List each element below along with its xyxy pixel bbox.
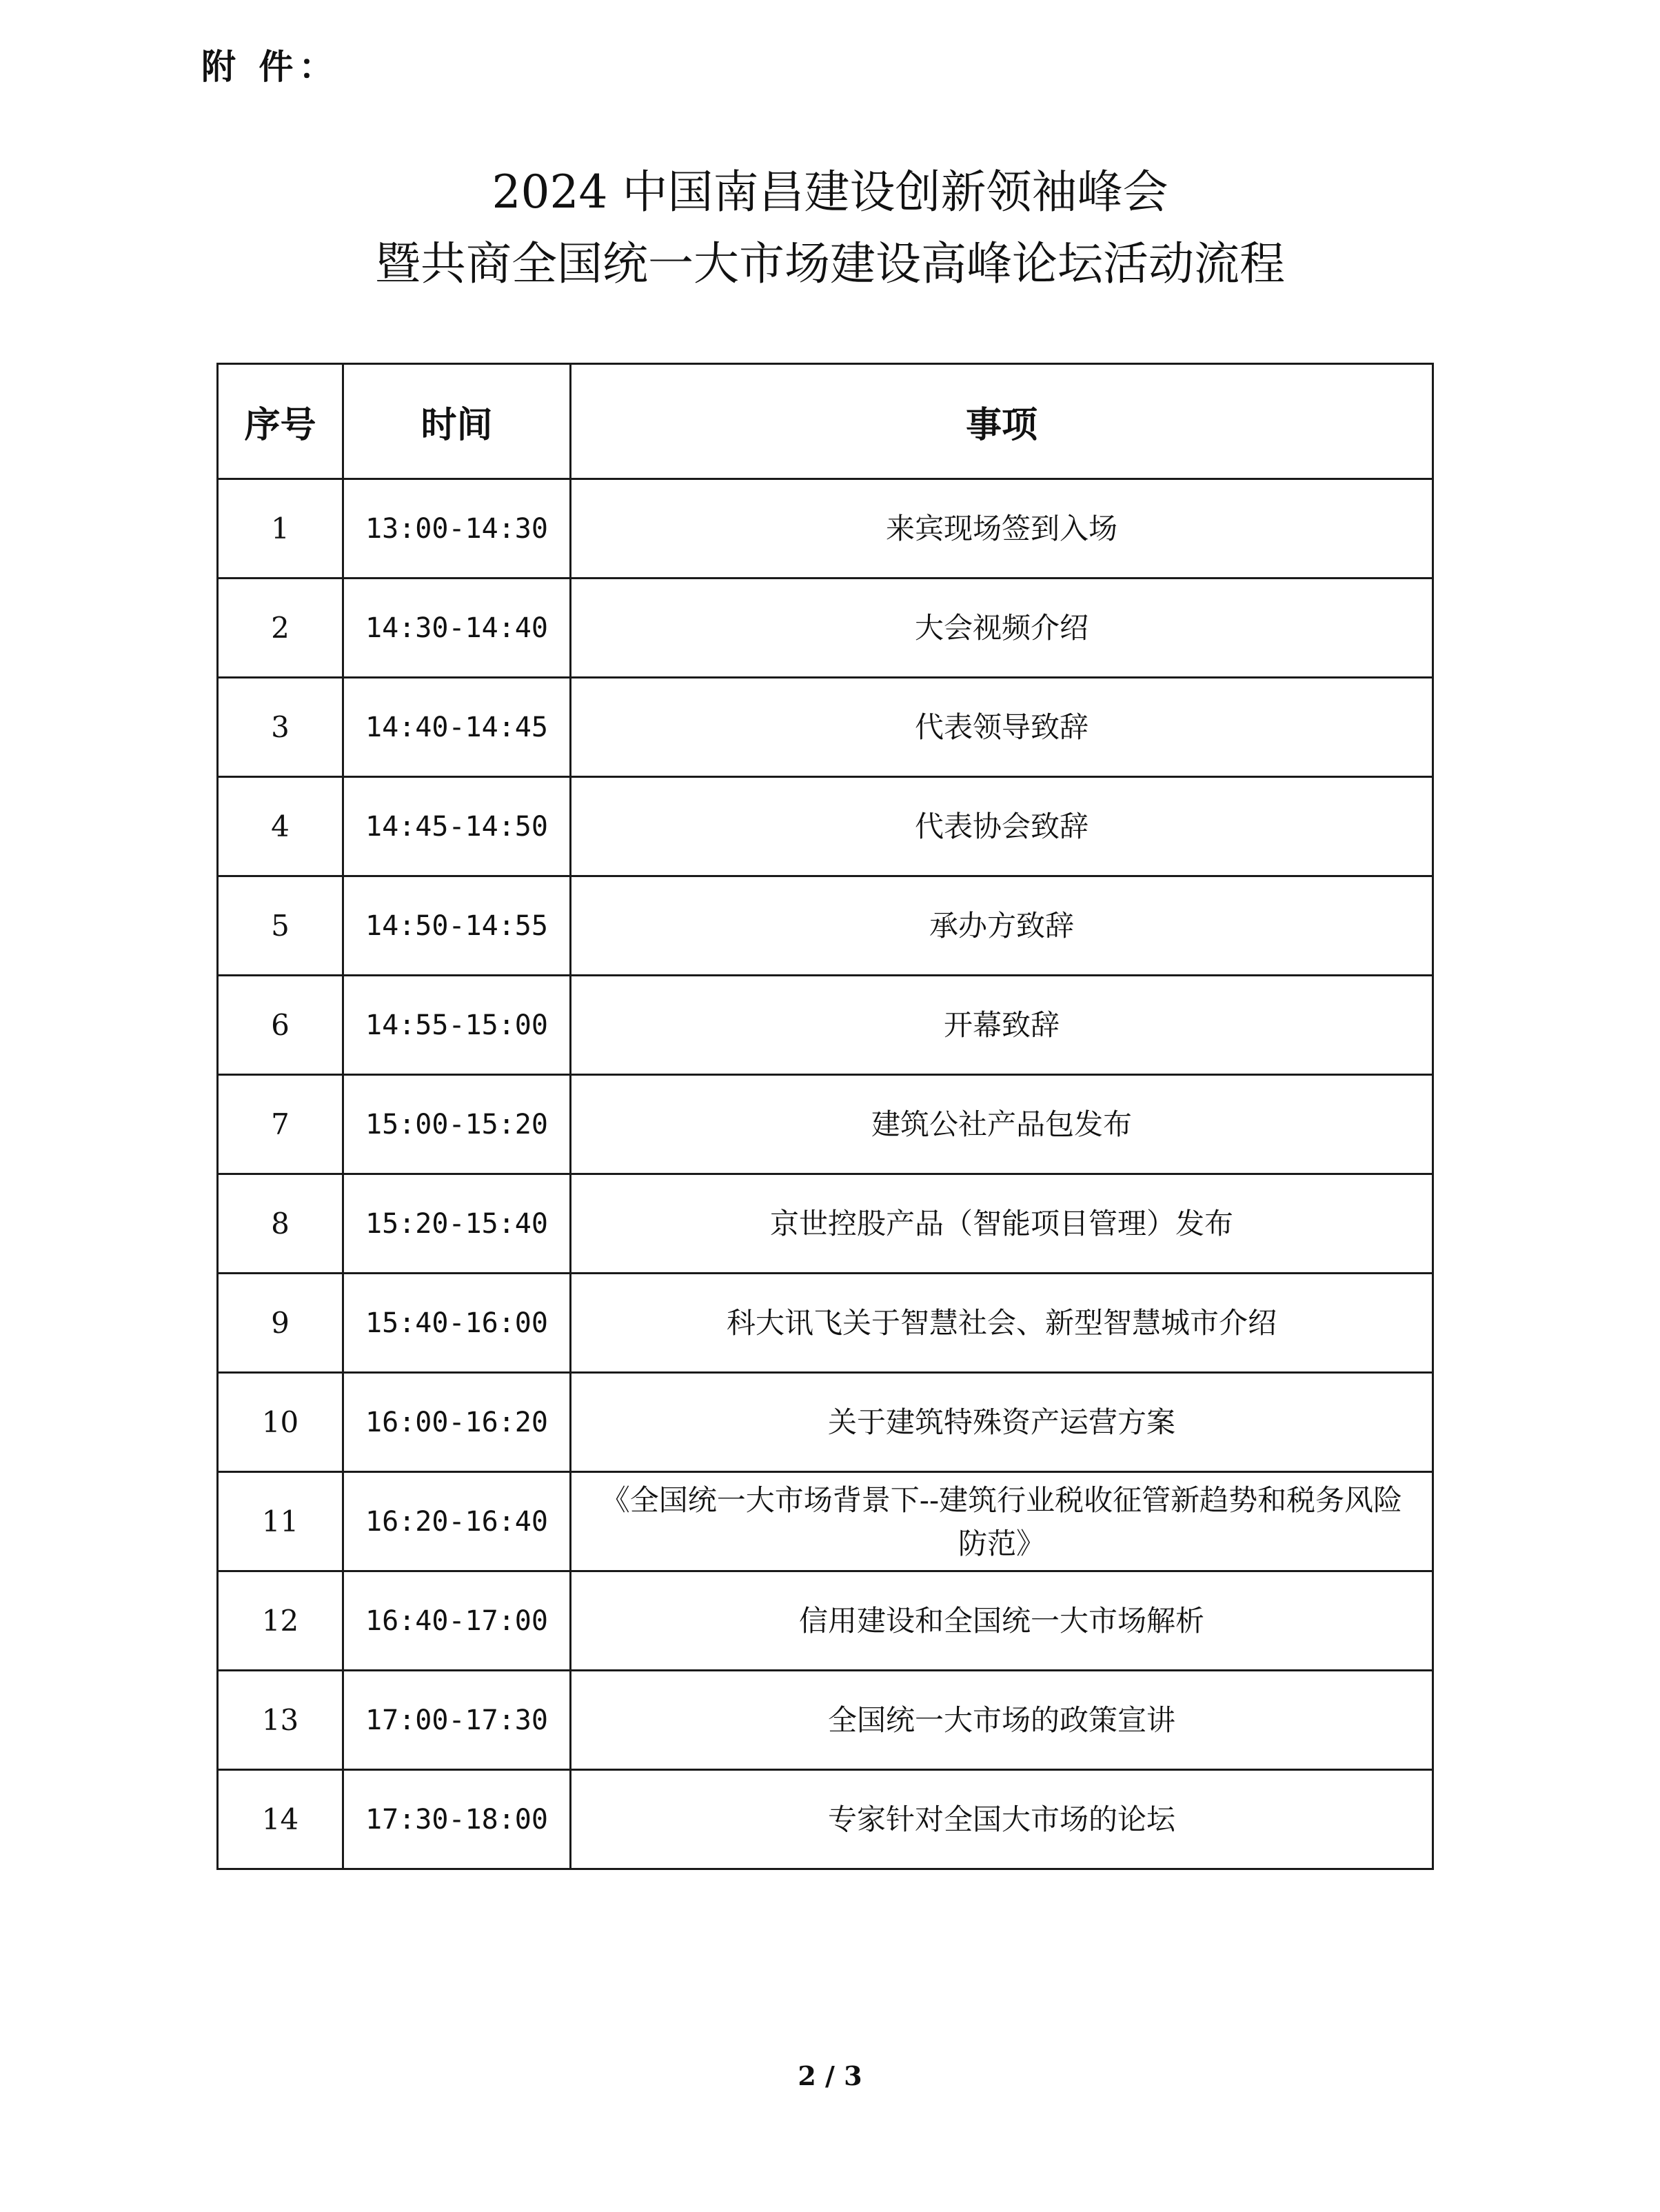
table-row: [218, 1075, 1433, 1174]
table-header-row: [218, 364, 1433, 479]
row-time: 17:00-17:30: [343, 1671, 571, 1770]
row-item: 建筑公社产品包发布: [571, 1075, 1433, 1174]
table-row: [218, 1671, 1433, 1770]
header-item: 事项: [571, 364, 1433, 479]
row-no: 2: [218, 579, 343, 678]
row-item: 京世控股产品（智能项目管理）发布: [571, 1174, 1433, 1274]
table-row: [218, 1373, 1433, 1472]
row-item: 大会视频介绍: [571, 579, 1433, 678]
row-no: 11: [218, 1472, 343, 1571]
row-time: 15:40-16:00: [343, 1274, 571, 1373]
table-row: [218, 579, 1433, 678]
document-title-line-2: 暨共商全国统一大市场建设高峰论坛活动流程: [375, 237, 1285, 290]
table-row: [218, 1571, 1433, 1671]
schedule-table: [216, 363, 1434, 1870]
row-time: 15:00-15:20: [343, 1075, 571, 1174]
row-item: 《全国统一大市场背景下--建筑行业税收征管新趋势和税务风险防范》: [571, 1472, 1433, 1571]
row-item: 来宾现场签到入场: [571, 479, 1433, 579]
row-item: 全国统一大市场的政策宣讲: [571, 1671, 1433, 1770]
header-no: 序号: [218, 364, 343, 479]
table-row: [218, 678, 1433, 777]
row-no: 3: [218, 678, 343, 777]
row-no: 1: [218, 479, 343, 579]
row-no: 6: [218, 976, 343, 1075]
header-time: 时间: [343, 364, 571, 479]
row-no: 10: [218, 1373, 343, 1472]
row-time: 17:30-18:00: [343, 1770, 571, 1869]
row-no: 4: [218, 777, 343, 876]
table-row: [218, 976, 1433, 1075]
row-time: 14:50-14:55: [343, 876, 571, 976]
row-no: 13: [218, 1671, 343, 1770]
row-time: 14:55-15:00: [343, 976, 571, 1075]
row-time: 15:20-15:40: [343, 1174, 571, 1274]
row-no: 5: [218, 876, 343, 976]
row-time: 16:00-16:20: [343, 1373, 571, 1472]
table-row: [218, 479, 1433, 579]
row-no: 14: [218, 1770, 343, 1869]
row-item: 代表协会致辞: [571, 777, 1433, 876]
row-time: 14:45-14:50: [343, 777, 571, 876]
table-row: [218, 1174, 1433, 1274]
row-no: 7: [218, 1075, 343, 1174]
table-row: [218, 1770, 1433, 1869]
row-item: 关于建筑特殊资产运营方案: [571, 1373, 1433, 1472]
row-item: 科大讯飞关于智慧社会、新型智慧城市介绍: [571, 1274, 1433, 1373]
row-item: 承办方致辞: [571, 876, 1433, 976]
row-time: 13:00-14:30: [343, 479, 571, 579]
row-no: 8: [218, 1174, 343, 1274]
table-row: [218, 1274, 1433, 1373]
table-row: [218, 777, 1433, 876]
row-time: 14:30-14:40: [343, 579, 571, 678]
page-number: 2 / 3: [798, 2060, 862, 2091]
row-no: 12: [218, 1571, 343, 1671]
row-item: 开幕致辞: [571, 976, 1433, 1075]
row-time: 16:40-17:00: [343, 1571, 571, 1671]
document-title-line-1: 2024 中国南昌建设创新领袖峰会: [492, 165, 1168, 219]
row-time: 14:40-14:45: [343, 678, 571, 777]
table-row: [218, 1472, 1433, 1571]
table-row: [218, 876, 1433, 976]
row-item: 专家针对全国大市场的论坛: [571, 1770, 1433, 1869]
row-item: 代表领导致辞: [571, 678, 1433, 777]
row-time: 16:20-16:40: [343, 1472, 571, 1571]
row-no: 9: [218, 1274, 343, 1373]
attachment-label: 附 件：: [201, 47, 339, 87]
row-item: 信用建设和全国统一大市场解析: [571, 1571, 1433, 1671]
